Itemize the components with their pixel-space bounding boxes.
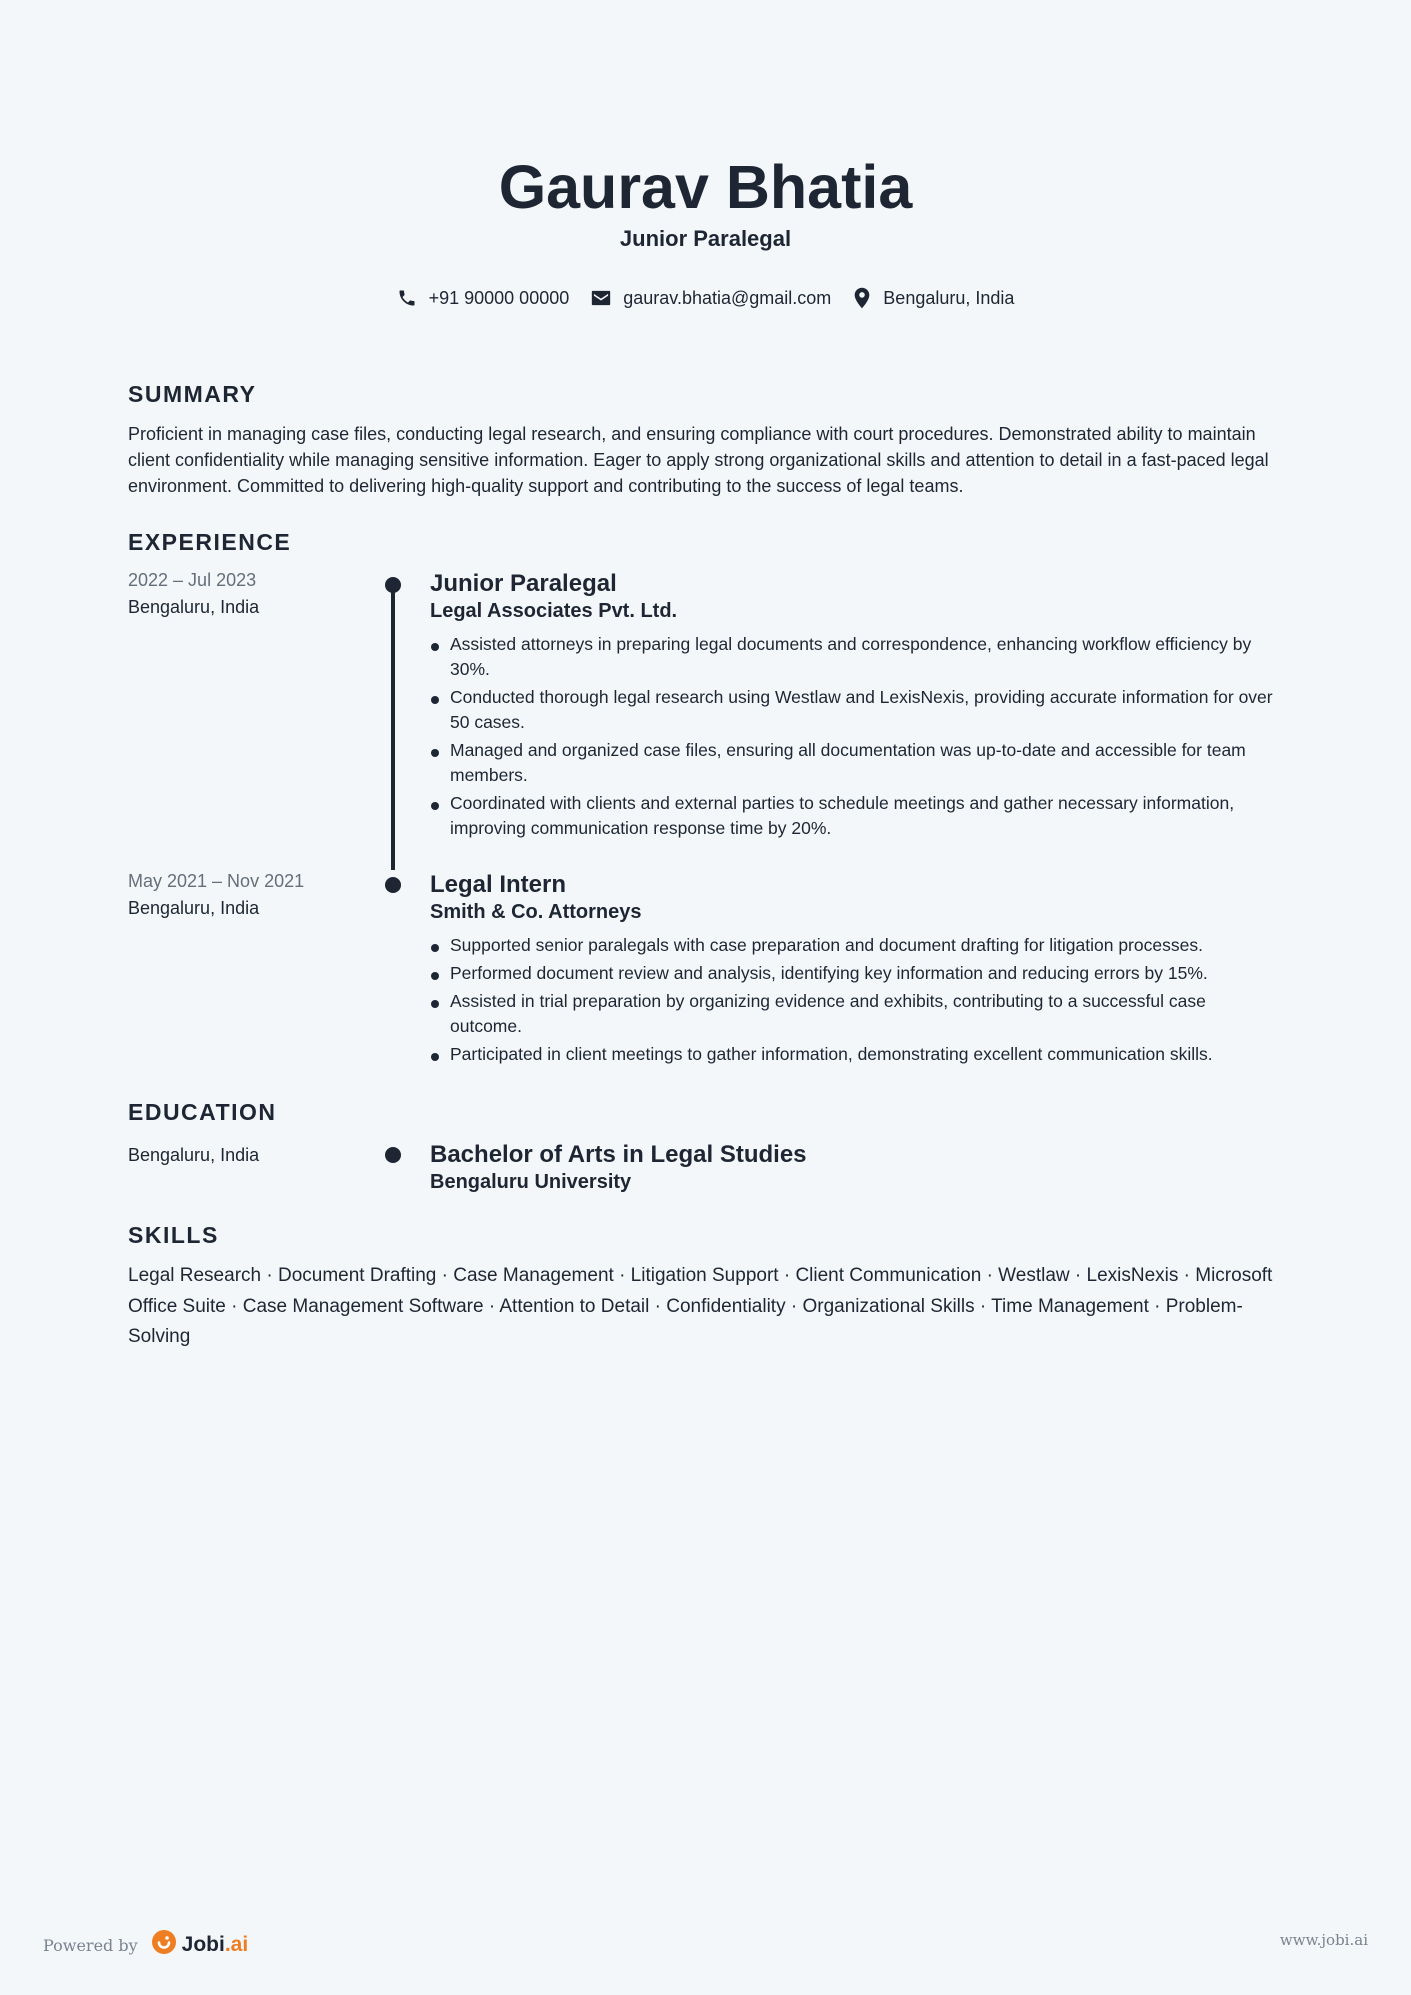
- brand-logo[interactable]: [152, 1930, 249, 1960]
- list-item: Conducted thorough legal research using Westlaw and LexisNexis, providing accurate information for over 50 cases.: [430, 685, 1278, 735]
- experience-heading: EXPERIENCE: [128, 529, 292, 555]
- candidate-name: Gaurav Bhatia: [498, 153, 913, 221]
- school-name: Bengaluru University: [430, 1171, 632, 1193]
- timeline-dot: [385, 877, 401, 893]
- education-location: Bengaluru, India: [128, 1145, 260, 1165]
- candidate-role: Junior Paralegal: [619, 226, 792, 251]
- job-dates: 2022 – Jul 2023: [128, 570, 257, 590]
- summary-text: Proficient in managing case files, conducting legal research, and ensuring compliance with court procedures. Demonstrated ability to maintain client confidentiality while managing sensitive information. Eager to apply strong organizational skills and attention to detail in a fast-paced legal environment. Committed to delivering high-quality support and contributing to the success of legal teams.: [128, 424, 1269, 496]
- timeline-dot: [385, 577, 401, 593]
- contact-phone: [397, 288, 570, 309]
- job-bullets: [430, 933, 1278, 1067]
- education-meta: [128, 1142, 259, 1169]
- education-entry: [430, 1141, 1278, 1195]
- timeline-line: [391, 590, 395, 870]
- list-item: Assisted attorneys in preparing legal documents and correspondence, enhancing workflow efficiency by 30%.: [430, 632, 1278, 682]
- timeline-dot: [385, 1147, 401, 1163]
- job-location: Bengaluru, India: [128, 898, 260, 918]
- list-item: Assisted in trial preparation by organizing evidence and exhibits, contributing to a successful case outcome.: [430, 989, 1278, 1039]
- job-meta: [128, 567, 259, 621]
- phone-icon: [397, 288, 417, 308]
- job-company: Legal Associates Pvt. Ltd.: [430, 600, 678, 622]
- job-location: Bengaluru, India: [128, 597, 260, 617]
- mail-icon: [591, 290, 611, 306]
- list-item: Performed document review and analysis, identifying key information and reducing errors by 15%.: [430, 961, 1278, 986]
- list-item: Participated in client meetings to gather information, demonstrating excellent communication skills.: [430, 1042, 1278, 1067]
- job-entry: [430, 871, 1278, 1070]
- degree-title: Bachelor of Arts in Legal Studies: [430, 1141, 807, 1168]
- jobi-logo-icon: [152, 1930, 176, 1960]
- job-company: Smith & Co. Attorneys: [430, 901, 642, 923]
- job-dates: May 2021 – Nov 2021: [128, 871, 305, 891]
- email-text[interactable]: gaurav.bhatia@gmail.com: [623, 287, 832, 308]
- brand-suffix: .ai: [224, 1933, 249, 1956]
- education-heading: EDUCATION: [128, 1099, 277, 1125]
- powered-by-label: Powered by: [43, 1935, 138, 1955]
- job-bullets: [430, 632, 1278, 841]
- location-text: Bengaluru, India: [883, 287, 1015, 308]
- footer-branding[interactable]: [43, 1930, 248, 1960]
- brand-name: Jobi: [181, 1933, 225, 1956]
- list-item: Supported senior paralegals with case preparation and document drafting for litigation processes.: [430, 933, 1278, 958]
- job-meta: [128, 868, 304, 922]
- list-item: Managed and organized case files, ensuring all documentation was up-to-date and accessible for team members.: [430, 738, 1278, 788]
- job-title: Junior Paralegal: [430, 570, 617, 597]
- job-title: Legal Intern: [430, 871, 567, 898]
- summary-heading: SUMMARY: [128, 381, 257, 407]
- footer-website[interactable]: www.jobi.ai: [1279, 1931, 1368, 1949]
- list-item: Coordinated with clients and external parties to schedule meetings and gather necessary information, improving communication response time by 20%.: [430, 791, 1278, 841]
- location-pin-icon: [853, 287, 871, 309]
- phone-text[interactable]: +91 90000 00000: [428, 287, 570, 308]
- job-entry: [430, 570, 1278, 844]
- contact-bar: [0, 287, 1411, 309]
- skills-text: Legal Research · Document Drafting · Case Management · Litigation Support · Client Communication · Westlaw · LexisNexis · Microsoft Office Suite · Case Management Software · Attention to Detail · Confidentiality · Organizational Skills · Time Management · Problem-Solving: [128, 1265, 1273, 1347]
- skills-heading: SKILLS: [128, 1222, 219, 1248]
- contact-email: [591, 288, 831, 309]
- contact-location: [853, 287, 1014, 309]
